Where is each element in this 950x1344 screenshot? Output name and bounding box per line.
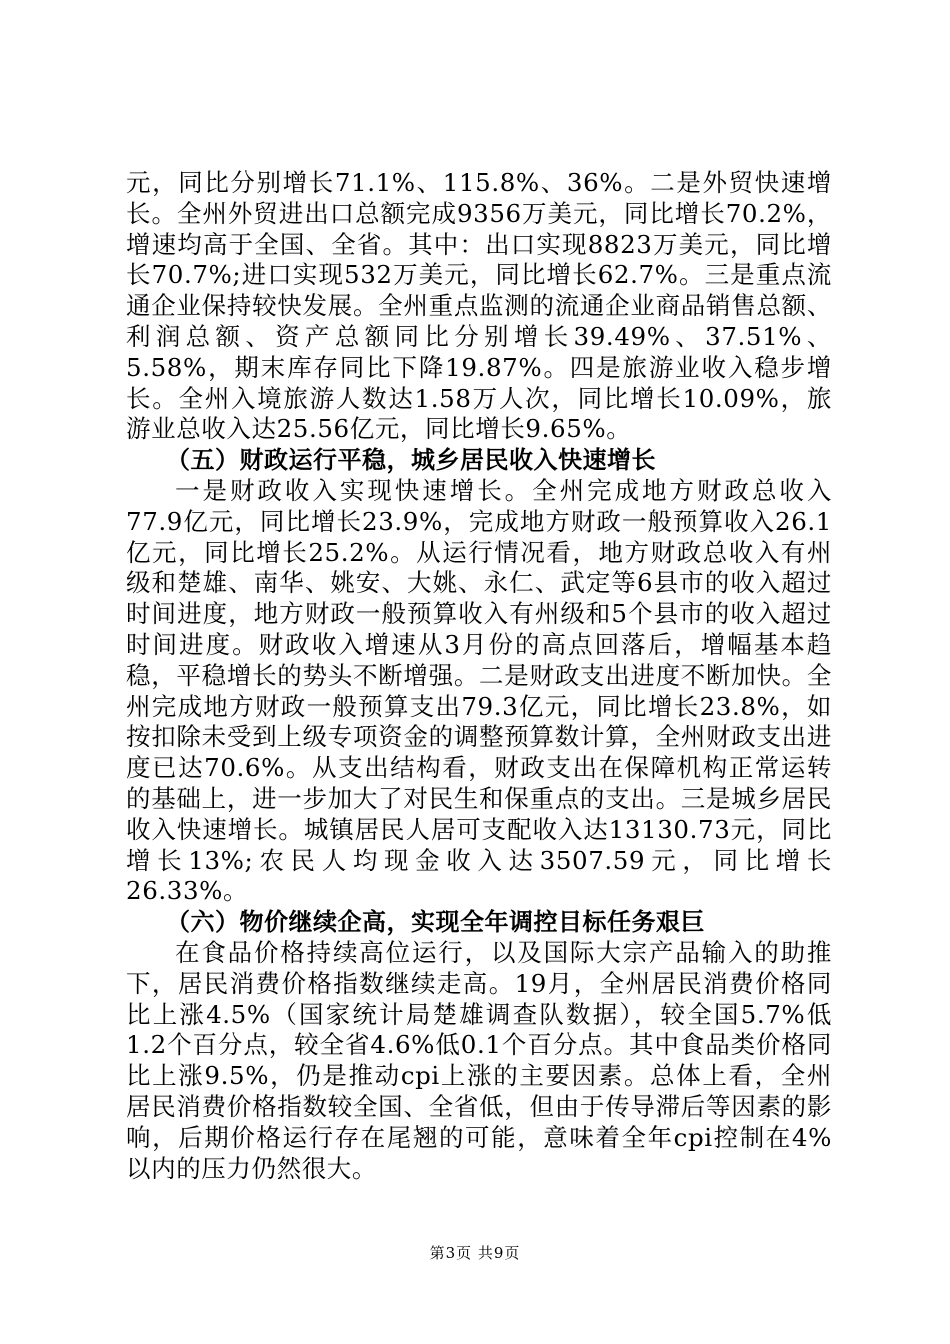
page-number-footer: 第3页 共9页 [429, 1244, 521, 1262]
document-body [126, 168, 832, 1184]
paragraph-finance-income: 一是财政收入实现快速增长。全州完成地方财政总收入77.9亿元，同比增长23.9%，完成地方财政一般预算收入26.1亿元，同比增长25.2%。从运行情况看，地方财政总收入有州级和楚雄、南华、姚安、大姚、永仁、武定等6县市的收入超过时间进度，地方财政一般预算收入有州级和5个县市的收入超过时间进度。财政收入增速从3月份的高点回落后，增幅基本趋稳，平稳增长的势头不断增强。二是财政支出进度不断加快。全州完成地方财政一般预算支出79.3亿元，同比增长23.8%，如按扣除未受到上级专项资金的调整预算数计算，全州财政支出进度已达70.6%。从支出结构看，财政支出在保障机构正常运转的基础上，进一步加大了对民生和保重点的支出。三是城乡居民收入快速增长。城镇居民人居可支配收入达13130.73元，同比增长13%;农民人均现金收入达3507.59元，同比增长26.33%。 [126, 475, 832, 906]
paragraph-trade-tourism: 元，同比分别增长71.1%、115.8%、36%。二是外贸快速增长。全州外贸进出口总额完成9356万美元，同比增长70.2%，增速均高于全国、全省。其中：出口实现8823万美元，同比增长70.7%;进口实现532万美元，同比增长62.7%。三是重点流通企业保持较快发展。全州重点监测的流通企业商品销售总额、利润总额、资产总额同比分别增长39.49%、37.51%、5.58%，期末库存同比下降19.87%。四是旅游业收入稳步增长。全州入境旅游人数达1.58万人次，同比增长10.09%，旅游业总收入达25.56亿元，同比增长9.65%。 [126, 168, 832, 444]
section-heading-prices: （六）物价继续企高，实现全年调控目标任务艰巨 [166, 908, 705, 937]
paragraph-prices: 在食品价格持续高位运行，以及国际大宗产品输入的助推下，居民消费价格指数继续走高。19月，全州居民消费价格同比上涨4.5%（国家统计局楚雄调查队数据），较全国5.7%低1.2个百分点，较全省4.6%低0.1个百分点。其中食品类价格同比上涨9.5%，仍是推动cpi上涨的主要因素。总体上看，全州居民消费价格指数较全国、全省低，但由于传导滞后等因素的影响，后期价格运行存在尾翘的可能，意味着全年cpi控制在4%以内的压力仍然很大。 [126, 937, 832, 1183]
section-heading-finance: （五）财政运行平稳，城乡居民收入快速增长 [166, 446, 656, 475]
